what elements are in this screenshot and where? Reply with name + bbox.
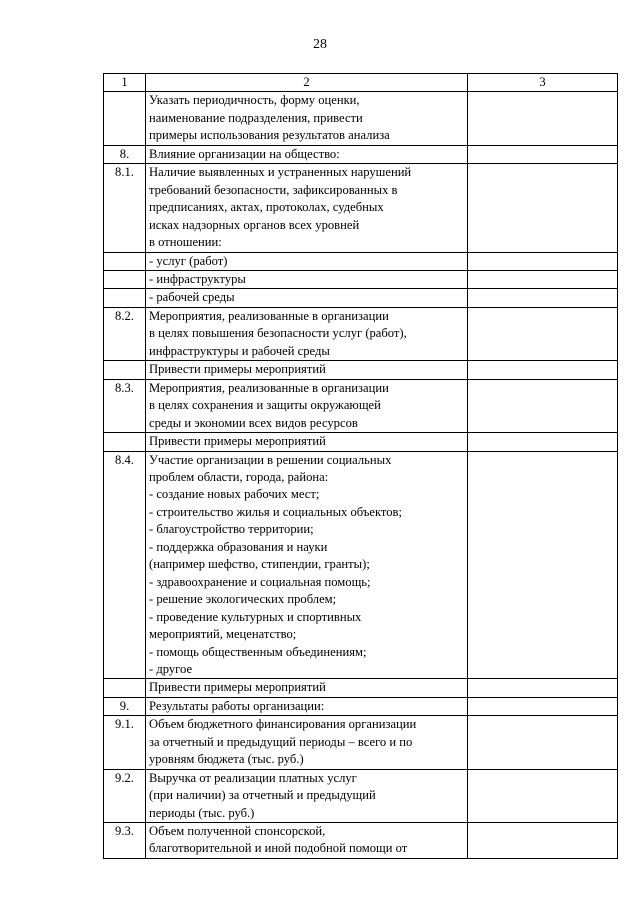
row-value-cell <box>468 451 618 679</box>
description-line: мероприятий, меценатство; <box>149 627 297 642</box>
description-line: - благоустройство территории; <box>149 522 314 537</box>
row-number: 8.2. <box>104 307 146 360</box>
description-line: Указать периодичность, форму оценки, <box>149 93 360 108</box>
row-value-cell <box>468 379 618 432</box>
row-description <box>146 252 468 270</box>
row-number: 8.3. <box>104 379 146 432</box>
description-line: уровням бюджета (тыс. руб.) <box>149 752 304 767</box>
row-number <box>104 252 146 270</box>
description-line: в отношении: <box>149 235 222 250</box>
table-body <box>104 92 618 858</box>
row-number: 9.1. <box>104 716 146 769</box>
description-line: - строительство жилья и социальных объектов; <box>149 504 403 519</box>
row-description <box>146 433 468 451</box>
row-description <box>146 361 468 379</box>
description-line: Мероприятия, реализованные в организации <box>149 380 389 395</box>
row-value-cell <box>468 145 618 163</box>
description-line: Выручка от реализации платных услуг <box>149 770 357 785</box>
row-number: 8.4. <box>104 451 146 679</box>
row-number <box>104 361 146 379</box>
row-description <box>146 823 468 859</box>
row-description <box>146 289 468 307</box>
row-value-cell <box>468 823 618 859</box>
description-line: благотворительной и иной подобной помощи от <box>149 841 408 856</box>
row-value-cell <box>468 716 618 769</box>
table-row <box>104 307 618 360</box>
description-line: Результаты работы организации: <box>149 698 325 713</box>
header-cell-2: 2 <box>146 74 468 92</box>
row-value-cell <box>468 164 618 252</box>
row-value-cell <box>468 769 618 822</box>
row-value-cell <box>468 679 618 697</box>
row-description <box>146 92 468 145</box>
row-value-cell <box>468 307 618 360</box>
description-line: Наличие выявленных и устраненных нарушений <box>149 165 412 180</box>
description-line: за отчетный и предыдущий периоды – всего и по <box>149 734 413 749</box>
description-line: - проведение культурных и спортивных <box>149 609 362 624</box>
table-row <box>104 145 618 163</box>
table-row <box>104 716 618 769</box>
row-description <box>146 716 468 769</box>
row-value-cell <box>468 433 618 451</box>
description-line: - здравоохранение и социальная помощь; <box>149 574 371 589</box>
row-description <box>146 379 468 432</box>
description-line: исках надзорных органов всех уровней <box>149 217 360 232</box>
table-row <box>104 697 618 715</box>
row-number <box>104 433 146 451</box>
row-description <box>146 164 468 252</box>
table-header-row <box>104 74 618 92</box>
row-description <box>146 145 468 163</box>
description-line: Объем полученной спонсорской, <box>149 824 326 839</box>
table-row <box>104 289 618 307</box>
description-line: - решение экологических проблем; <box>149 592 337 607</box>
form-table <box>103 73 618 859</box>
row-number <box>104 270 146 288</box>
row-description <box>146 270 468 288</box>
description-line: - рабочей среды <box>149 290 235 305</box>
row-value-cell <box>468 92 618 145</box>
table-row <box>104 270 618 288</box>
row-number <box>104 92 146 145</box>
page-number: 28 <box>313 37 327 52</box>
table-row <box>104 679 618 697</box>
description-line: требований безопасности, зафиксированных в <box>149 182 398 197</box>
description-line: среды и экономии всех видов ресурсов <box>149 415 358 430</box>
row-value-cell <box>468 270 618 288</box>
description-line: периоды (тыс. руб.) <box>149 805 255 820</box>
description-line: - инфраструктуры <box>149 271 246 286</box>
row-value-cell <box>468 361 618 379</box>
table-row <box>104 252 618 270</box>
row-number: 9. <box>104 697 146 715</box>
description-line: Привести примеры мероприятий <box>149 680 326 695</box>
table-row <box>104 361 618 379</box>
description-line: - создание новых рабочих мест; <box>149 487 320 502</box>
table-row <box>104 823 618 859</box>
table-row <box>104 769 618 822</box>
description-line: (например шефство, стипендии, гранты); <box>149 557 370 572</box>
description-line: (при наличии) за отчетный и предыдущий <box>149 788 376 803</box>
description-line: в целях сохранения и защиты окружающей <box>149 398 381 413</box>
description-line: Участие организации в решении социальных <box>149 452 392 467</box>
row-number: 8.1. <box>104 164 146 252</box>
description-line: - помощь общественным объединениям; <box>149 644 367 659</box>
table-row <box>104 379 618 432</box>
row-number <box>104 289 146 307</box>
description-line: предписаниях, актах, протоколах, судебных <box>149 200 384 215</box>
description-line: - услуг (работ) <box>149 253 228 268</box>
row-description <box>146 679 468 697</box>
row-value-cell <box>468 289 618 307</box>
description-line: инфраструктуры и рабочей среды <box>149 343 330 358</box>
table-row <box>104 164 618 252</box>
description-line: проблем области, города, района: <box>149 469 329 484</box>
description-line: Объем бюджетного финансирования организации <box>149 717 417 732</box>
header-cell-3: 3 <box>468 74 618 92</box>
description-line: примеры использования результатов анализа <box>149 128 390 143</box>
description-line: - поддержка образования и науки <box>149 539 328 554</box>
row-number: 9.2. <box>104 769 146 822</box>
row-value-cell <box>468 697 618 715</box>
row-description <box>146 769 468 822</box>
row-description <box>146 697 468 715</box>
row-value-cell <box>468 252 618 270</box>
table-row <box>104 433 618 451</box>
description-line: Привести примеры мероприятий <box>149 434 326 449</box>
row-number <box>104 679 146 697</box>
row-number: 8. <box>104 145 146 163</box>
header-cell-1: 1 <box>104 74 146 92</box>
description-line: Привести примеры мероприятий <box>149 362 326 377</box>
description-line: - другое <box>149 661 193 676</box>
description-line: Влияние организации на общество: <box>149 146 340 161</box>
description-line: наименование подразделения, привести <box>149 110 363 125</box>
description-line: в целях повышения безопасности услуг (работ), <box>149 326 407 341</box>
row-number: 9.3. <box>104 823 146 859</box>
row-description <box>146 451 468 679</box>
description-line: Мероприятия, реализованные в организации <box>149 308 389 323</box>
table-row <box>104 451 618 679</box>
table-row <box>104 92 618 145</box>
row-description <box>146 307 468 360</box>
